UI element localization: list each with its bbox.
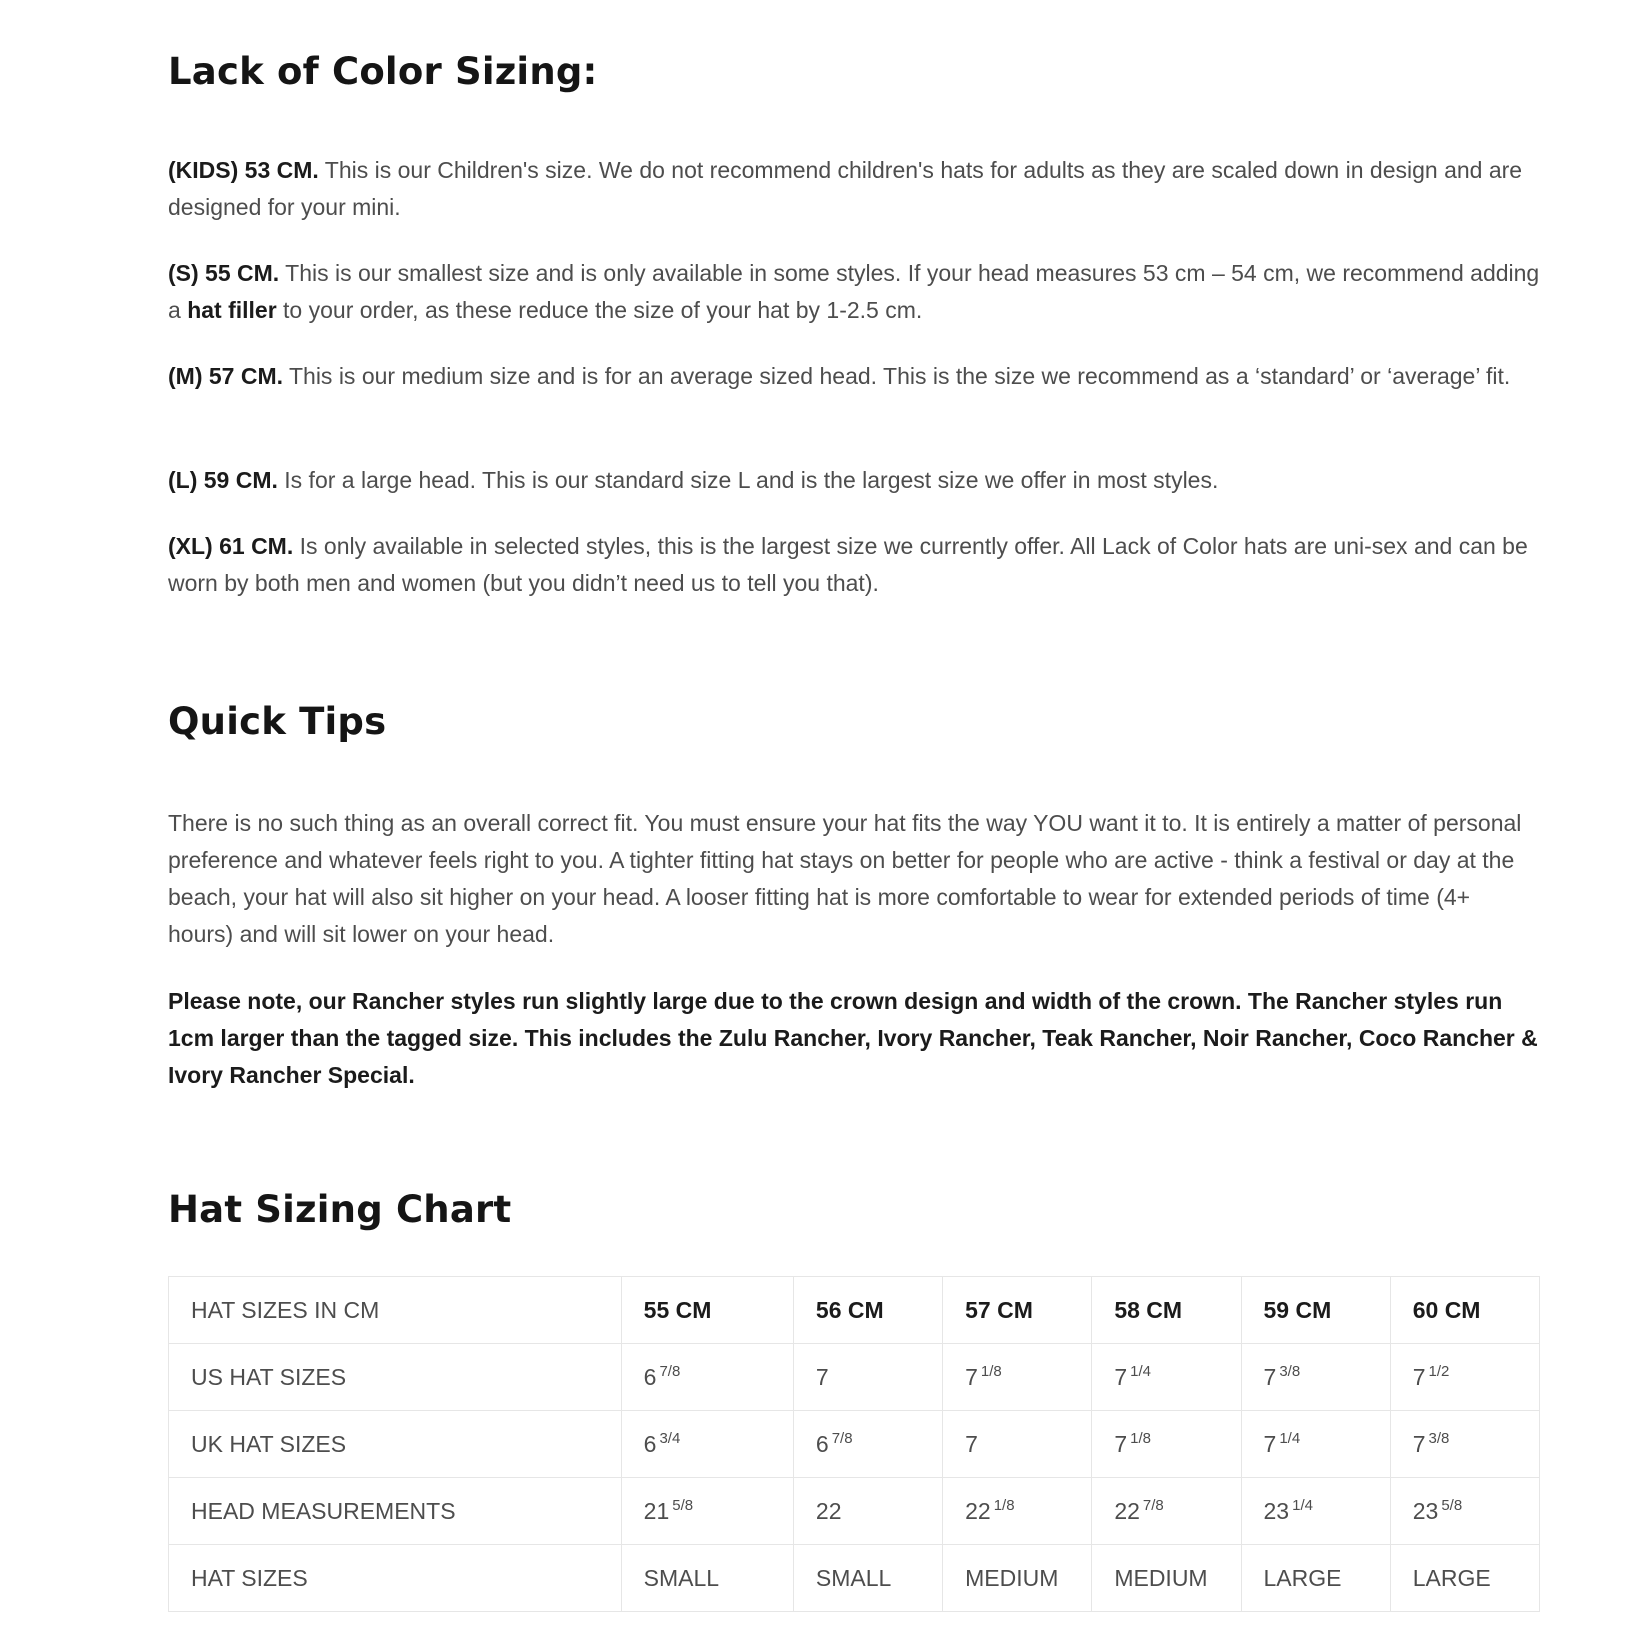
table-row <box>169 1344 1540 1411</box>
cell-value: MEDIUM <box>965 1564 1059 1591</box>
table-cell <box>943 1545 1092 1612</box>
cell-value: 6 <box>643 1431 657 1457</box>
table-row <box>169 1478 1540 1545</box>
table-cell <box>1390 1545 1539 1612</box>
table-cell <box>943 1411 1092 1478</box>
table-cell <box>793 1545 942 1612</box>
cell-fraction: 1/8 <box>1130 1430 1151 1447</box>
cell-value: 7 <box>1114 1431 1128 1457</box>
table-cell <box>621 1411 793 1478</box>
table-cell <box>621 1277 793 1344</box>
cell-value: SMALL <box>643 1564 720 1591</box>
cell-fraction: 7/8 <box>659 1363 681 1380</box>
sizing-heading: Lack of Color Sizing: <box>168 50 598 93</box>
table-cell <box>621 1545 793 1612</box>
cell-value: 23 <box>1263 1498 1290 1524</box>
table-cell <box>1241 1344 1390 1411</box>
cell-value: 7 <box>1412 1431 1426 1457</box>
cell-value: 60 CM <box>1412 1296 1481 1323</box>
cell-value: 21 <box>643 1498 670 1524</box>
table-row <box>169 1277 1540 1344</box>
row-label: HAT SIZES <box>169 1545 622 1612</box>
table-cell <box>1092 1277 1241 1344</box>
table-row <box>169 1545 1540 1612</box>
table-cell <box>1390 1478 1539 1545</box>
small-size-text-2: to your order, as these reduce the size of your hat by 1-2.5 cm. <box>276 297 923 323</box>
kids-size-label: (KIDS) 53 CM. <box>168 157 319 183</box>
row-label: HEAD MEASUREMENTS <box>169 1478 622 1545</box>
table-cell <box>1241 1478 1390 1545</box>
table-cell <box>1390 1411 1539 1478</box>
kids-size-paragraph <box>168 152 1540 226</box>
cell-fraction: 1/8 <box>980 1363 1002 1380</box>
cell-value: 57 CM <box>965 1296 1033 1323</box>
cell-value: SMALL <box>815 1564 892 1591</box>
medium-size-paragraph <box>168 358 1540 395</box>
table-cell <box>793 1478 942 1545</box>
cell-value: 22 <box>1114 1498 1140 1524</box>
cell-fraction: 1/4 <box>1279 1430 1301 1447</box>
table-cell <box>1241 1545 1390 1612</box>
table-cell <box>793 1411 942 1478</box>
table-cell <box>1092 1411 1241 1478</box>
cell-fraction: 7/8 <box>831 1430 853 1447</box>
cell-fraction: 3/8 <box>1428 1430 1450 1447</box>
cell-value: 7 <box>1114 1364 1128 1390</box>
large-size-paragraph <box>168 462 1540 499</box>
small-size-label: (S) 55 CM. <box>168 260 280 286</box>
cell-value: 7 <box>815 1363 829 1390</box>
cell-value: LARGE <box>1263 1564 1342 1591</box>
cell-fraction: 3/4 <box>659 1430 681 1447</box>
sizing-chart-heading: Hat Sizing Chart <box>168 1188 512 1231</box>
cell-value: 22 <box>815 1497 842 1524</box>
cell-value: 6 <box>815 1431 829 1457</box>
table-cell <box>1390 1277 1539 1344</box>
rancher-note: Please note, our Rancher styles run slightly large due to the crown design and width of the crown. The Rancher styles run 1cm larger than the tagged size. This includes the Zulu Rancher, Ivory Rancher, Teak Rancher, Noir Rancher, Coco Rancher & Ivory Rancher Special. <box>168 988 1538 1088</box>
table-cell <box>621 1344 793 1411</box>
large-size-label: (L) 59 CM. <box>168 467 278 493</box>
large-size-text: Is for a large head. This is our standard size L and is the largest size we offer in most styles. <box>277 467 1219 493</box>
cell-value: 7 <box>1263 1431 1277 1457</box>
cell-fraction: 7/8 <box>1142 1497 1164 1514</box>
cell-value: 7 <box>1263 1364 1277 1390</box>
cell-value: MEDIUM <box>1114 1564 1208 1591</box>
cell-fraction: 3/8 <box>1279 1363 1301 1380</box>
cell-value: 58 CM <box>1114 1296 1183 1323</box>
cell-fraction: 1/4 <box>1130 1363 1151 1380</box>
row-label: US HAT SIZES <box>169 1344 622 1411</box>
hat-filler-link[interactable]: hat filler <box>187 297 277 323</box>
table-cell <box>1092 1478 1241 1545</box>
table-cell <box>1092 1545 1241 1612</box>
xl-size-text: Is only available in selected styles, this is the largest size we currently offer. All Lack of Color hats are uni-sex and can be worn by both men and women (but you didn’t need us to tell you that). <box>168 533 1528 596</box>
table-cell <box>1092 1344 1241 1411</box>
table-cell <box>943 1344 1092 1411</box>
cell-fraction: 5/8 <box>1441 1497 1463 1514</box>
row-label: HAT SIZES IN CM <box>169 1277 622 1344</box>
cell-value: 56 CM <box>815 1296 884 1323</box>
table-cell <box>1241 1277 1390 1344</box>
medium-size-text: This is our medium size and is for an average sized head. This is the size we recommend as a ‘standard’ or ‘average’ fit. <box>283 363 1511 389</box>
cell-value: 55 CM <box>643 1296 712 1323</box>
cell-value: LARGE <box>1412 1564 1491 1591</box>
xl-size-paragraph <box>168 528 1540 602</box>
table-row <box>169 1411 1540 1478</box>
xl-size-label: (XL) 61 CM. <box>168 533 294 559</box>
cell-value: 7 <box>1412 1364 1426 1390</box>
table-cell <box>621 1478 793 1545</box>
cell-fraction: 1/2 <box>1428 1363 1450 1380</box>
kids-size-text: This is our Children's size. We do not recommend children's hats for adults as they are scaled down in design and are designed for your mini. <box>168 157 1523 220</box>
small-size-paragraph <box>168 255 1540 329</box>
table-cell <box>793 1277 942 1344</box>
cell-fraction: 1/8 <box>993 1497 1015 1514</box>
medium-size-label: (M) 57 CM. <box>168 363 283 389</box>
table-cell <box>943 1277 1092 1344</box>
cell-value: 7 <box>965 1364 978 1390</box>
cell-fraction: 5/8 <box>672 1497 694 1514</box>
quick-tips-paragraph: There is no such thing as an overall correct fit. You must ensure your hat fits the way YOU want it to. It is entirely a matter of personal preference and whatever feels right to you. A tighter fitting hat stays on better for people who are active - think a festival or day at the beach, your hat will also sit higher on your head. A looser fitting hat is more comfortable to wear for extended periods of time (4+ hours) and will sit lower on your head. <box>168 810 1522 947</box>
table-cell <box>1390 1344 1539 1411</box>
small-size-text-1: This is our smallest size and is only available in some styles. If your head measures 53 cm – 54 cm, we recommend adding a <box>168 260 1540 323</box>
hat-sizing-table <box>168 1276 1540 1612</box>
cell-value: 7 <box>965 1430 978 1457</box>
table-cell <box>943 1478 1092 1545</box>
cell-value: 59 CM <box>1263 1296 1332 1323</box>
cell-value: 6 <box>643 1364 657 1390</box>
quick-tips-heading: Quick Tips <box>168 700 387 743</box>
table-cell <box>1241 1411 1390 1478</box>
cell-value: 23 <box>1412 1498 1439 1524</box>
cell-value: 22 <box>965 1498 991 1524</box>
hat-sizing-table-body <box>169 1277 1540 1612</box>
cell-fraction: 1/4 <box>1292 1497 1313 1514</box>
row-label: UK HAT SIZES <box>169 1411 622 1478</box>
table-cell <box>793 1344 942 1411</box>
